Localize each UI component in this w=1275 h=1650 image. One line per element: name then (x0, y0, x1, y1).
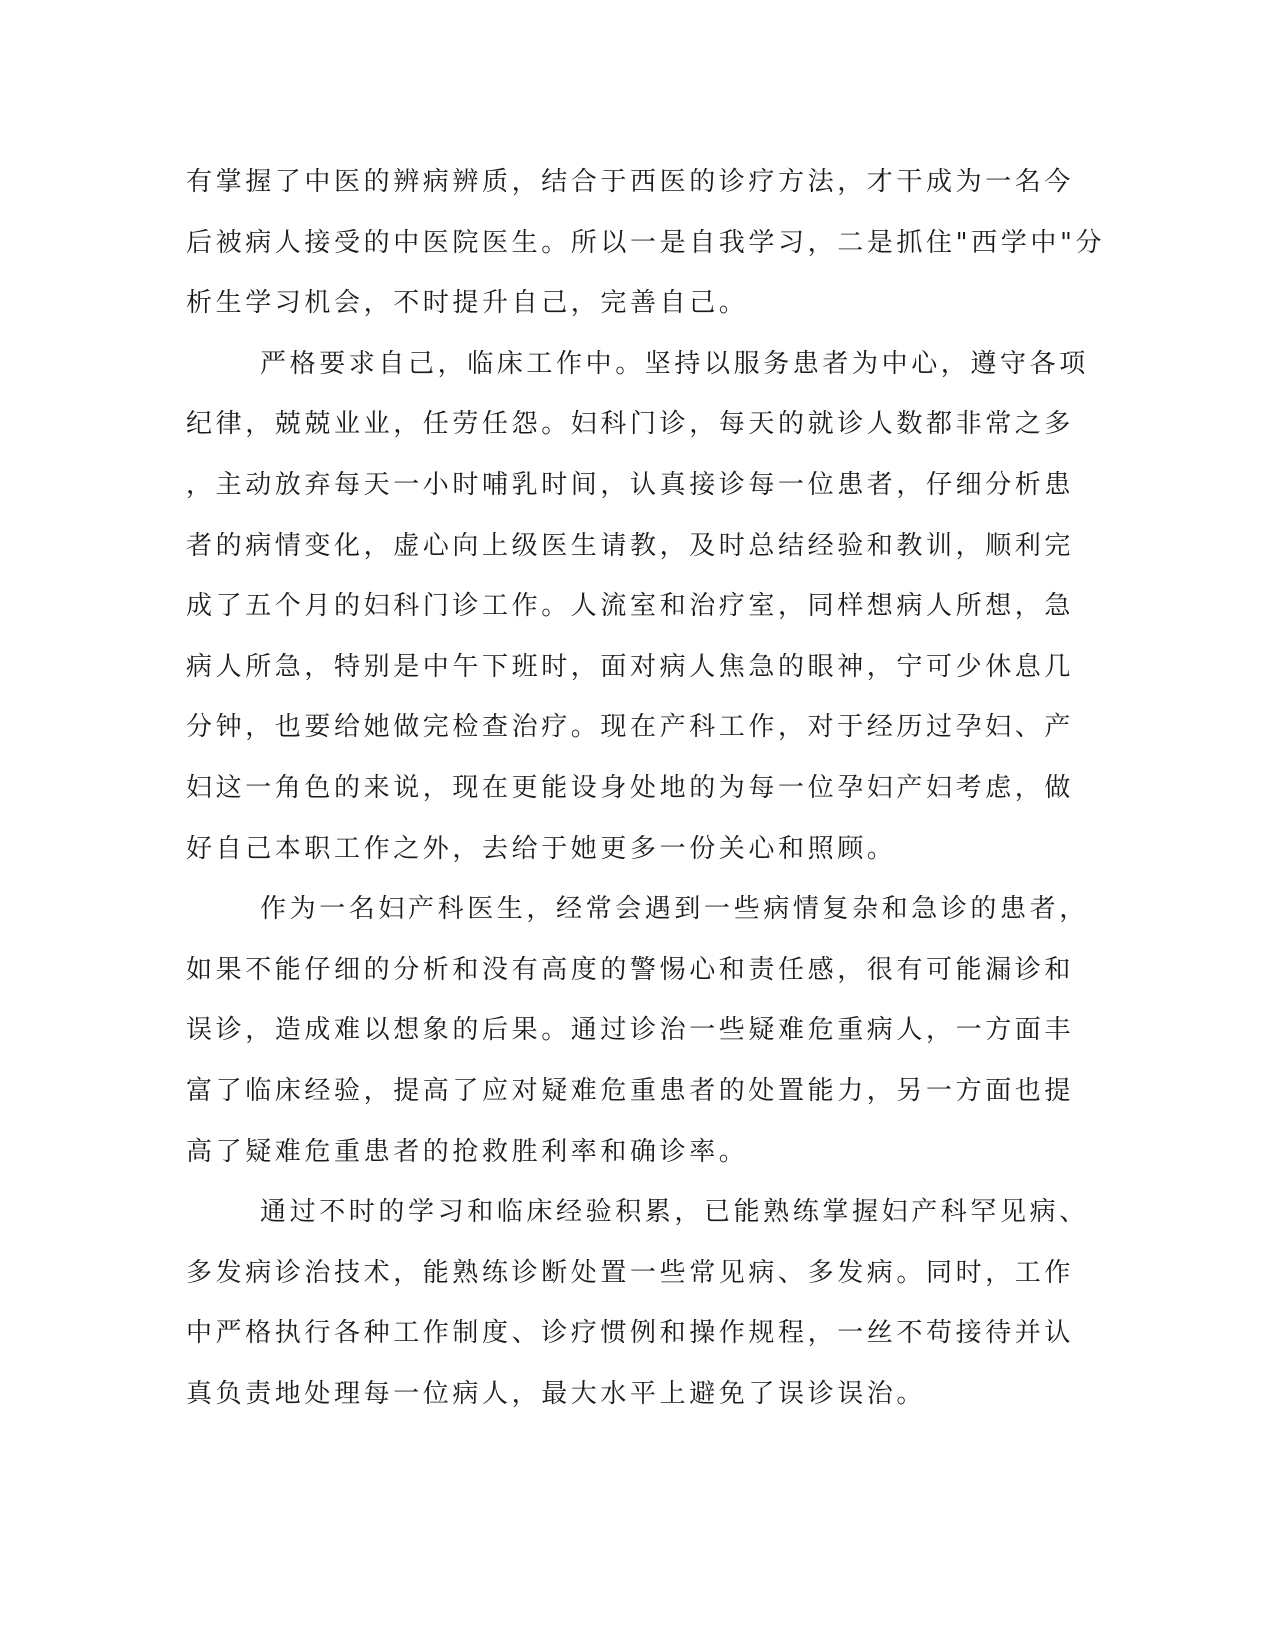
text-line: 后被病人接受的中医院医生。所以一是自我学习，二是抓住"西学中"分 (186, 227, 1106, 258)
text-line: 成了五个月的妇科门诊工作。人流室和治疗室，同样想病人所想，急 (186, 591, 1075, 622)
text-line: 妇这一角色的来说，现在更能设身处地的为每一位孕妇产妇考虑，做 (186, 772, 1075, 803)
text-line: 误诊，造成难以想象的后果。通过诊治一些疑难危重病人，一方面丰 (186, 1015, 1075, 1046)
text-line: 分钟，也要给她做完检查治疗。现在产科工作，对于经历过孕妇、产 (186, 712, 1075, 743)
paragraph (186, 889, 1089, 1192)
paragraph (186, 162, 1106, 344)
document-body (186, 162, 1106, 1434)
paragraph (186, 1192, 1089, 1434)
text-line: 富了临床经验，提高了应对疑难危重患者的处置能力，另一方面也提 (186, 1075, 1075, 1106)
text-line: 有掌握了中医的辨病辨质，结合于西医的诊疗方法，才干成为一名今 (186, 167, 1075, 197)
text-line: 高了疑难危重患者的抢救胜利率和确诊率。 (186, 1136, 749, 1167)
text-line: 作为一名妇产科医生，经常会遇到一些病情复杂和急诊的患者， (260, 894, 1089, 925)
text-line: ，主动放弃每天一小时哺乳时间，认真接诊每一位患者，仔细分析患 (186, 469, 1075, 500)
paragraph (186, 344, 1089, 889)
text-line: 严格要求自己，临床工作中。坚持以服务患者为中心，遵守各项 (260, 348, 1089, 379)
text-line: 纪律，兢兢业业，任劳任怨。妇科门诊，每天的就诊人数都非常之多 (186, 409, 1075, 440)
text-line: 析生学习机会，不时提升自己，完善自己。 (186, 288, 749, 319)
text-line: 真负责地处理每一位病人，最大水平上避免了误诊误治。 (186, 1378, 927, 1409)
text-line: 好自己本职工作之外，去给于她更多一份关心和照顾。 (186, 833, 897, 864)
text-line: 者的病情变化，虚心向上级医生请教，及时总结经验和教训，顺利完 (186, 530, 1075, 561)
text-line: 病人所急，特别是中午下班时，面对病人焦急的眼神，宁可少休息几 (186, 651, 1075, 682)
text-line: 通过不时的学习和临床经验积累，已能熟练掌握妇产科罕见病、 (260, 1197, 1089, 1228)
text-line: 如果不能仔细的分析和没有高度的警惕心和责任感，很有可能漏诊和 (186, 954, 1075, 985)
text-line: 多发病诊治技术，能熟练诊断处置一些常见病、多发病。同时，工作 (186, 1257, 1075, 1288)
text-line: 中严格执行各种工作制度、诊疗惯例和操作规程，一丝不苟接待并认 (186, 1318, 1075, 1349)
